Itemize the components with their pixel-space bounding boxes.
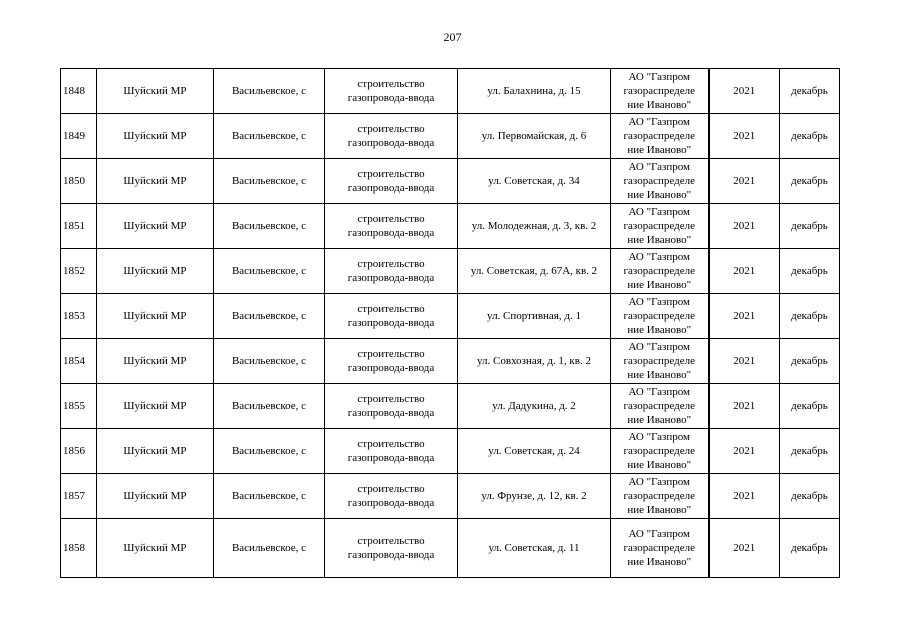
address-cell: ул. Молодежная, д. 3, кв. 2 <box>458 204 611 249</box>
year-cell: 2021 <box>709 114 780 159</box>
organization-line-1: АО "Газпром <box>628 341 691 353</box>
organization-line-1: АО "Газпром <box>628 528 691 540</box>
organization-cell <box>611 69 709 114</box>
year-cell: 2021 <box>709 204 780 249</box>
organization-line-3: ние Иваново" <box>627 556 692 568</box>
work-type-cell <box>325 474 458 519</box>
organization-line-1: АО "Газпром <box>628 116 691 128</box>
year-cell: 2021 <box>709 294 780 339</box>
work-type-line-1: строительство <box>357 393 425 405</box>
organization-line-2: газораспределе <box>623 445 695 457</box>
work-type-cell <box>325 204 458 249</box>
year-cell: 2021 <box>709 249 780 294</box>
row-number: 1854 <box>61 339 97 384</box>
work-type-line-2: газопровода-ввода <box>347 317 435 329</box>
work-type-line-2: газопровода-ввода <box>347 92 435 104</box>
work-type-cell <box>325 114 458 159</box>
locality-cell: Васильевское, с <box>214 339 325 384</box>
work-type-cell <box>325 159 458 204</box>
row-number: 1855 <box>61 384 97 429</box>
organization-line-2: газораспределе <box>623 130 695 142</box>
locality-cell: Васильевское, с <box>214 159 325 204</box>
year-cell: 2021 <box>709 519 780 578</box>
organization-line-1: АО "Газпром <box>628 296 691 308</box>
district-cell: Шуйский МР <box>97 429 214 474</box>
district-cell: Шуйский МР <box>97 249 214 294</box>
organization-line-3: ние Иваново" <box>627 99 692 111</box>
organization-line-2: газораспределе <box>623 400 695 412</box>
row-number: 1849 <box>61 114 97 159</box>
work-type-line-1: строительство <box>357 438 425 450</box>
year-cell: 2021 <box>709 159 780 204</box>
organization-line-2: газораспределе <box>623 85 695 97</box>
work-type-line-1: строительство <box>357 535 425 547</box>
work-type-line-2: газопровода-ввода <box>347 227 435 239</box>
work-type-line-1: строительство <box>357 483 425 495</box>
table-row <box>61 519 840 578</box>
district-cell: Шуйский МР <box>97 519 214 578</box>
year-cell: 2021 <box>709 429 780 474</box>
locality-cell: Васильевское, с <box>214 204 325 249</box>
work-type-cell <box>325 339 458 384</box>
table-row <box>61 384 840 429</box>
work-type-line-1: строительство <box>357 123 425 135</box>
registry-table <box>60 68 840 578</box>
address-cell: ул. Фрунзе, д. 12, кв. 2 <box>458 474 611 519</box>
organization-line-3: ние Иваново" <box>627 369 692 381</box>
table-row <box>61 429 840 474</box>
organization-line-3: ние Иваново" <box>627 234 692 246</box>
table-row <box>61 114 840 159</box>
work-type-line-2: газопровода-ввода <box>347 272 435 284</box>
address-cell: ул. Спортивная, д. 1 <box>458 294 611 339</box>
year-cell: 2021 <box>709 339 780 384</box>
month-cell: декабрь <box>780 474 840 519</box>
organization-line-1: АО "Газпром <box>628 71 691 83</box>
organization-line-3: ние Иваново" <box>627 414 692 426</box>
work-type-cell <box>325 69 458 114</box>
organization-cell <box>611 159 709 204</box>
work-type-cell <box>325 294 458 339</box>
month-cell: декабрь <box>780 339 840 384</box>
work-type-line-1: строительство <box>357 168 425 180</box>
work-type-line-1: строительство <box>357 78 425 90</box>
month-cell: декабрь <box>780 519 840 578</box>
organization-line-3: ние Иваново" <box>627 279 692 291</box>
locality-cell: Васильевское, с <box>214 384 325 429</box>
locality-cell: Васильевское, с <box>214 519 325 578</box>
organization-line-2: газораспределе <box>623 542 695 554</box>
organization-line-2: газораспределе <box>623 265 695 277</box>
district-cell: Шуйский МР <box>97 474 214 519</box>
address-cell: ул. Советская, д. 11 <box>458 519 611 578</box>
table-row <box>61 249 840 294</box>
district-cell: Шуйский МР <box>97 204 214 249</box>
organization-line-3: ние Иваново" <box>627 189 692 201</box>
organization-cell <box>611 474 709 519</box>
locality-cell: Васильевское, с <box>214 114 325 159</box>
row-number: 1858 <box>61 519 97 578</box>
organization-line-2: газораспределе <box>623 355 695 367</box>
year-cell: 2021 <box>709 69 780 114</box>
work-type-cell <box>325 249 458 294</box>
organization-line-2: газораспределе <box>623 175 695 187</box>
month-cell: декабрь <box>780 69 840 114</box>
month-cell: декабрь <box>780 114 840 159</box>
year-cell: 2021 <box>709 384 780 429</box>
work-type-line-2: газопровода-ввода <box>347 182 435 194</box>
row-number: 1848 <box>61 69 97 114</box>
organization-line-3: ние Иваново" <box>627 504 692 516</box>
work-type-line-1: строительство <box>357 258 425 270</box>
month-cell: декабрь <box>780 384 840 429</box>
row-number: 1851 <box>61 204 97 249</box>
table-row <box>61 294 840 339</box>
address-cell: ул. Дадукина, д. 2 <box>458 384 611 429</box>
address-cell: ул. Советская, д. 34 <box>458 159 611 204</box>
district-cell: Шуйский МР <box>97 69 214 114</box>
work-type-line-2: газопровода-ввода <box>347 497 435 509</box>
table-row <box>61 339 840 384</box>
organization-cell <box>611 294 709 339</box>
row-number: 1856 <box>61 429 97 474</box>
organization-line-1: АО "Газпром <box>628 161 691 173</box>
work-type-line-2: газопровода-ввода <box>347 549 435 561</box>
organization-line-2: газораспределе <box>623 220 695 232</box>
work-type-line-2: газопровода-ввода <box>347 137 435 149</box>
page-number: 207 <box>443 30 462 44</box>
district-cell: Шуйский МР <box>97 159 214 204</box>
organization-line-2: газораспределе <box>623 310 695 322</box>
organization-line-3: ние Иваново" <box>627 459 692 471</box>
table-row <box>61 69 840 114</box>
organization-line-1: АО "Газпром <box>628 386 691 398</box>
district-cell: Шуйский МР <box>97 339 214 384</box>
locality-cell: Васильевское, с <box>214 249 325 294</box>
address-cell: ул. Балахнина, д. 15 <box>458 69 611 114</box>
organization-cell <box>611 339 709 384</box>
table-row <box>61 474 840 519</box>
month-cell: декабрь <box>780 159 840 204</box>
work-type-cell <box>325 384 458 429</box>
organization-cell <box>611 519 709 578</box>
row-number: 1852 <box>61 249 97 294</box>
district-cell: Шуйский МР <box>97 384 214 429</box>
address-cell: ул. Первомайская, д. 6 <box>458 114 611 159</box>
district-cell: Шуйский МР <box>97 114 214 159</box>
work-type-cell <box>325 519 458 578</box>
organization-cell <box>611 384 709 429</box>
table-row <box>61 204 840 249</box>
organization-line-3: ние Иваново" <box>627 324 692 336</box>
work-type-line-1: строительство <box>357 213 425 225</box>
organization-line-1: АО "Газпром <box>628 476 691 488</box>
district-cell: Шуйский МР <box>97 294 214 339</box>
row-number: 1853 <box>61 294 97 339</box>
row-number: 1850 <box>61 159 97 204</box>
locality-cell: Васильевское, с <box>214 474 325 519</box>
row-number: 1857 <box>61 474 97 519</box>
organization-line-1: АО "Газпром <box>628 251 691 263</box>
year-cell: 2021 <box>709 474 780 519</box>
organization-cell <box>611 114 709 159</box>
organization-line-2: газораспределе <box>623 490 695 502</box>
work-type-line-2: газопровода-ввода <box>347 452 435 464</box>
locality-cell: Васильевское, с <box>214 429 325 474</box>
address-cell: ул. Советская, д. 24 <box>458 429 611 474</box>
organization-line-1: АО "Газпром <box>628 431 691 443</box>
organization-line-3: ние Иваново" <box>627 144 692 156</box>
address-cell: ул. Совхозная, д. 1, кв. 2 <box>458 339 611 384</box>
month-cell: декабрь <box>780 249 840 294</box>
month-cell: декабрь <box>780 204 840 249</box>
month-cell: декабрь <box>780 429 840 474</box>
work-type-line-1: строительство <box>357 348 425 360</box>
organization-cell <box>611 249 709 294</box>
locality-cell: Васильевское, с <box>214 69 325 114</box>
work-type-line-2: газопровода-ввода <box>347 362 435 374</box>
address-cell: ул. Советская, д. 67А, кв. 2 <box>458 249 611 294</box>
organization-line-1: АО "Газпром <box>628 206 691 218</box>
table-row <box>61 159 840 204</box>
organization-cell <box>611 204 709 249</box>
month-cell: декабрь <box>780 294 840 339</box>
work-type-line-1: строительство <box>357 303 425 315</box>
organization-cell <box>611 429 709 474</box>
work-type-cell <box>325 429 458 474</box>
locality-cell: Васильевское, с <box>214 294 325 339</box>
work-type-line-2: газопровода-ввода <box>347 407 435 419</box>
table-body <box>61 69 840 578</box>
